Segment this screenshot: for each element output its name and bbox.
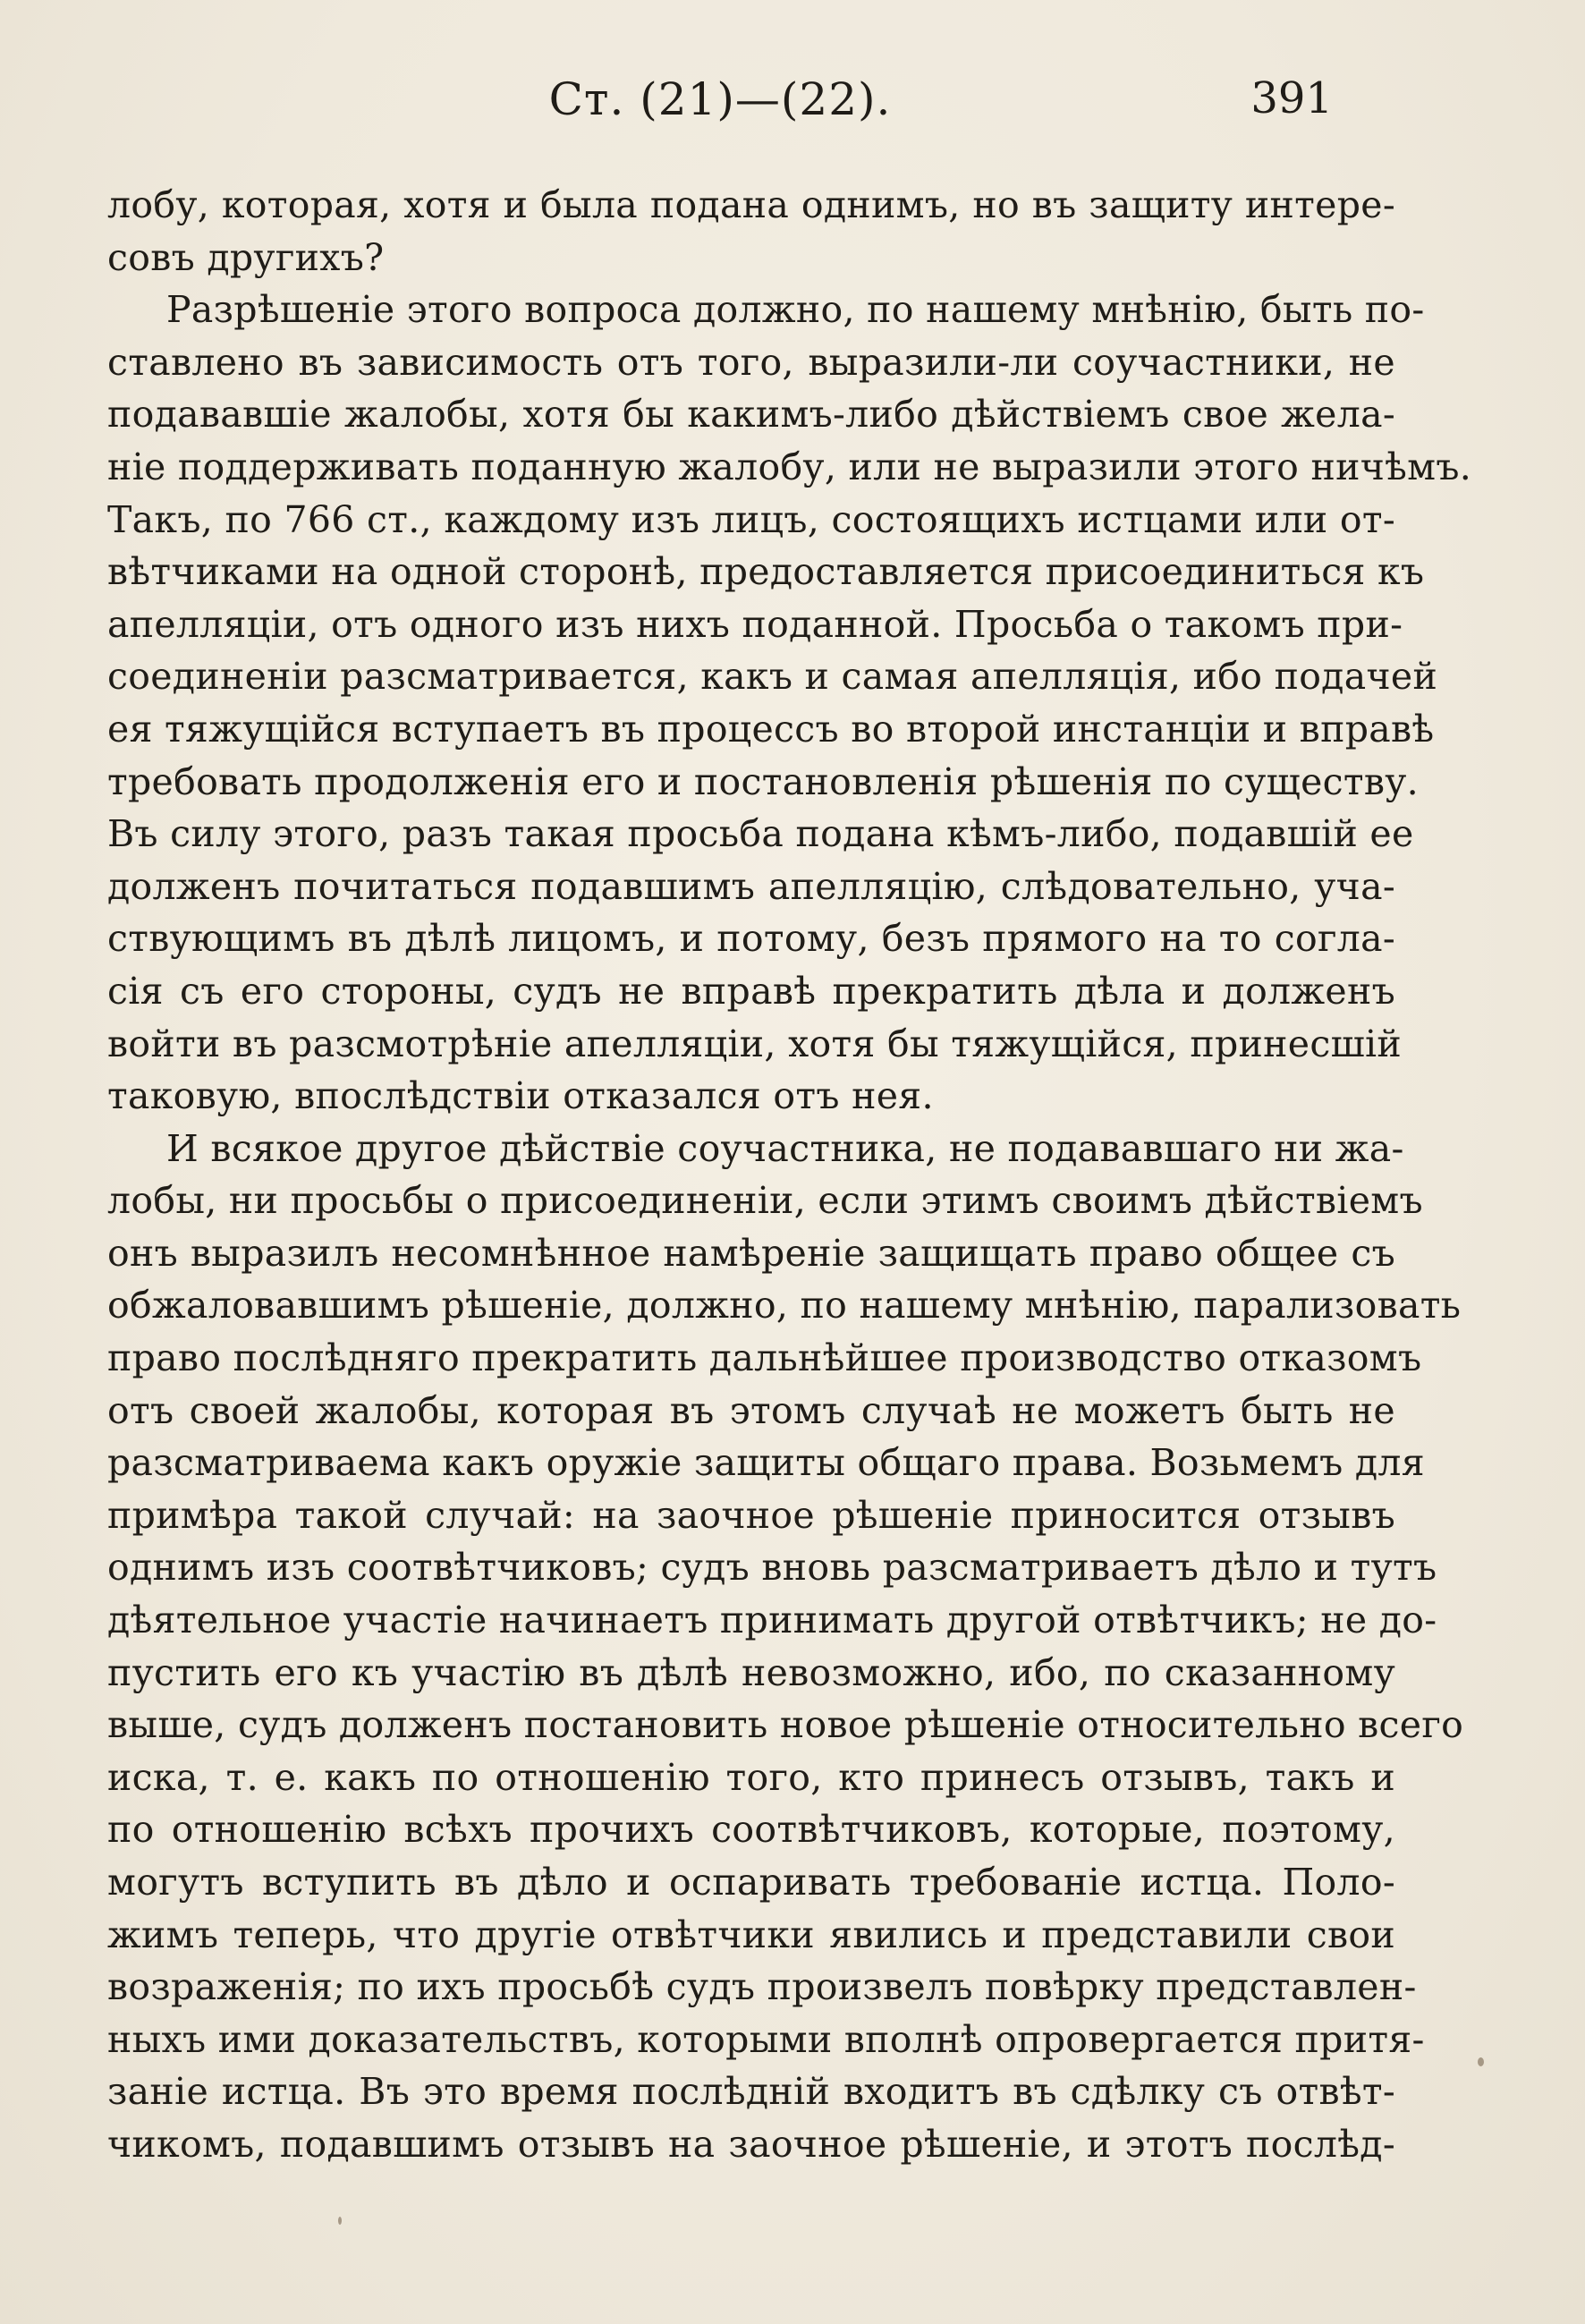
text-line: право послѣдняго прекратить дальнѣйшее производство отказомъ <box>107 1336 1422 1380</box>
text-line: могутъ вступить въ дѣло и оспаривать требованіе истца. Поло- <box>107 1861 1395 1904</box>
text-line: ныхъ ими доказательствъ, которыми вполнѣ опровергается притя- <box>107 2017 1425 2061</box>
text-line: таковую, впослѣдствіи отказался отъ нея. <box>107 1074 934 1118</box>
body-text <box>107 179 1472 2171</box>
text-line: Въ силу этого, разъ такая просьба подана кѣмъ-либо, подавшій ее <box>107 812 1414 856</box>
text-line: Такъ, по 766 ст., каждому изъ лицъ, состоящихъ истцами или от- <box>107 497 1395 541</box>
text-line: И всякое другое дѣйствіе соучастника, не подававшаго ни жа- <box>166 1126 1404 1170</box>
text-line: лобы, ни просьбы о присоединеніи, если этимъ своимъ дѣйствіемъ <box>107 1179 1423 1223</box>
text-line: Разрѣшеніе этого вопроса должно, по нашему мнѣнію, быть по- <box>166 288 1425 332</box>
text-line: сія съ его стороны, судъ не вправѣ прекратить дѣла и долженъ <box>107 969 1395 1013</box>
text-line: выше, судъ долженъ постановить новое рѣшеніе относительно всего <box>107 1703 1464 1747</box>
text-line: апелляціи, отъ одного изъ нихъ поданной. Просьба о такомъ при- <box>107 602 1403 646</box>
text-line: чикомъ, подавшимъ отзывъ на заочное рѣшеніе, и этотъ послѣд- <box>107 2122 1395 2166</box>
text-line: отъ своей жалобы, которая въ этомъ случаѣ не можетъ быть не <box>107 1388 1395 1432</box>
text-line: дѣятельное участіе начинаетъ принимать другой отвѣтчикъ; не до- <box>107 1599 1437 1642</box>
text-line: совъ другихъ? <box>107 235 385 279</box>
text-line: войти въ разсмотрѣніе апелляціи, хотя бы тяжущійся, принесшій <box>107 1022 1403 1065</box>
running-title: Ст. (21)—(22). <box>548 73 892 125</box>
page-header <box>107 73 1333 136</box>
text-line: разсматриваема какъ оружіе защиты общаго права. Возьмемъ для <box>107 1441 1425 1485</box>
text-line: жимъ теперь, что другіе отвѣтчики явились и представили свои <box>107 1913 1395 1956</box>
paper-speck <box>338 2217 342 2225</box>
text-line: онъ выразилъ несомнѣнное намѣреніе защищать право общее съ <box>107 1231 1395 1275</box>
text-line: соединеніи разсматривается, какъ и самая апелляція, ибо подачей <box>107 655 1438 699</box>
text-line: по отношенію всѣхъ прочихъ соотвѣтчиковъ, которые, поэтому, <box>107 1808 1395 1852</box>
text-line: однимъ изъ соотвѣтчиковъ; судъ вновь разсматриваетъ дѣло и тутъ <box>107 1546 1437 1590</box>
text-line: требовать продолженія его и постановленія рѣшенія по существу. <box>107 759 1420 803</box>
page-number: 391 <box>1250 73 1333 123</box>
text-line: ствующимъ въ дѣлѣ лицомъ, и потому, безъ прямого на то согла- <box>107 917 1395 961</box>
text-line: пустить его къ участію въ дѣлѣ невозможно, ибо, по сказанному <box>107 1650 1395 1694</box>
paper-speck <box>1478 2057 1484 2066</box>
text-line: примѣра такой случай: на заочное рѣшеніе приносится отзывъ <box>107 1493 1395 1537</box>
text-line: долженъ почитаться подавшимъ апелляцію, слѣдовательно, уча- <box>107 864 1395 908</box>
text-line: заніе истца. Въ это время послѣдній входитъ въ сдѣлку съ отвѣт- <box>107 2070 1395 2114</box>
text-line: лобу, которая, хотя и была подана однимъ, но въ защиту интере- <box>107 183 1395 226</box>
text-line: ніе поддерживать поданную жалобу, или не выразили этого ничѣмъ. <box>107 445 1472 488</box>
text-line: ея тяжущійся вступаетъ въ процессъ во второй инстанціи и вправѣ <box>107 707 1435 751</box>
text-line: вѣтчиками на одной сторонѣ, предоставляется присоединиться къ <box>107 550 1425 594</box>
text-line: возраженія; по ихъ просьбѣ судъ произвелъ повѣрку представлен- <box>107 1965 1417 2009</box>
text-line: иска, т. е. какъ по отношенію того, кто принесъ отзывъ, такъ и <box>107 1755 1395 1799</box>
text-line: подававшіе жалобы, хотя бы какимъ-либо дѣйствіемъ свое жела- <box>107 393 1395 437</box>
text-line: обжаловавшимъ рѣшеніе, должно, по нашему мнѣнію, парализовать <box>107 1284 1462 1327</box>
text-line: ставлено въ зависимость отъ того, выразили-ли соучастники, не <box>107 340 1395 384</box>
